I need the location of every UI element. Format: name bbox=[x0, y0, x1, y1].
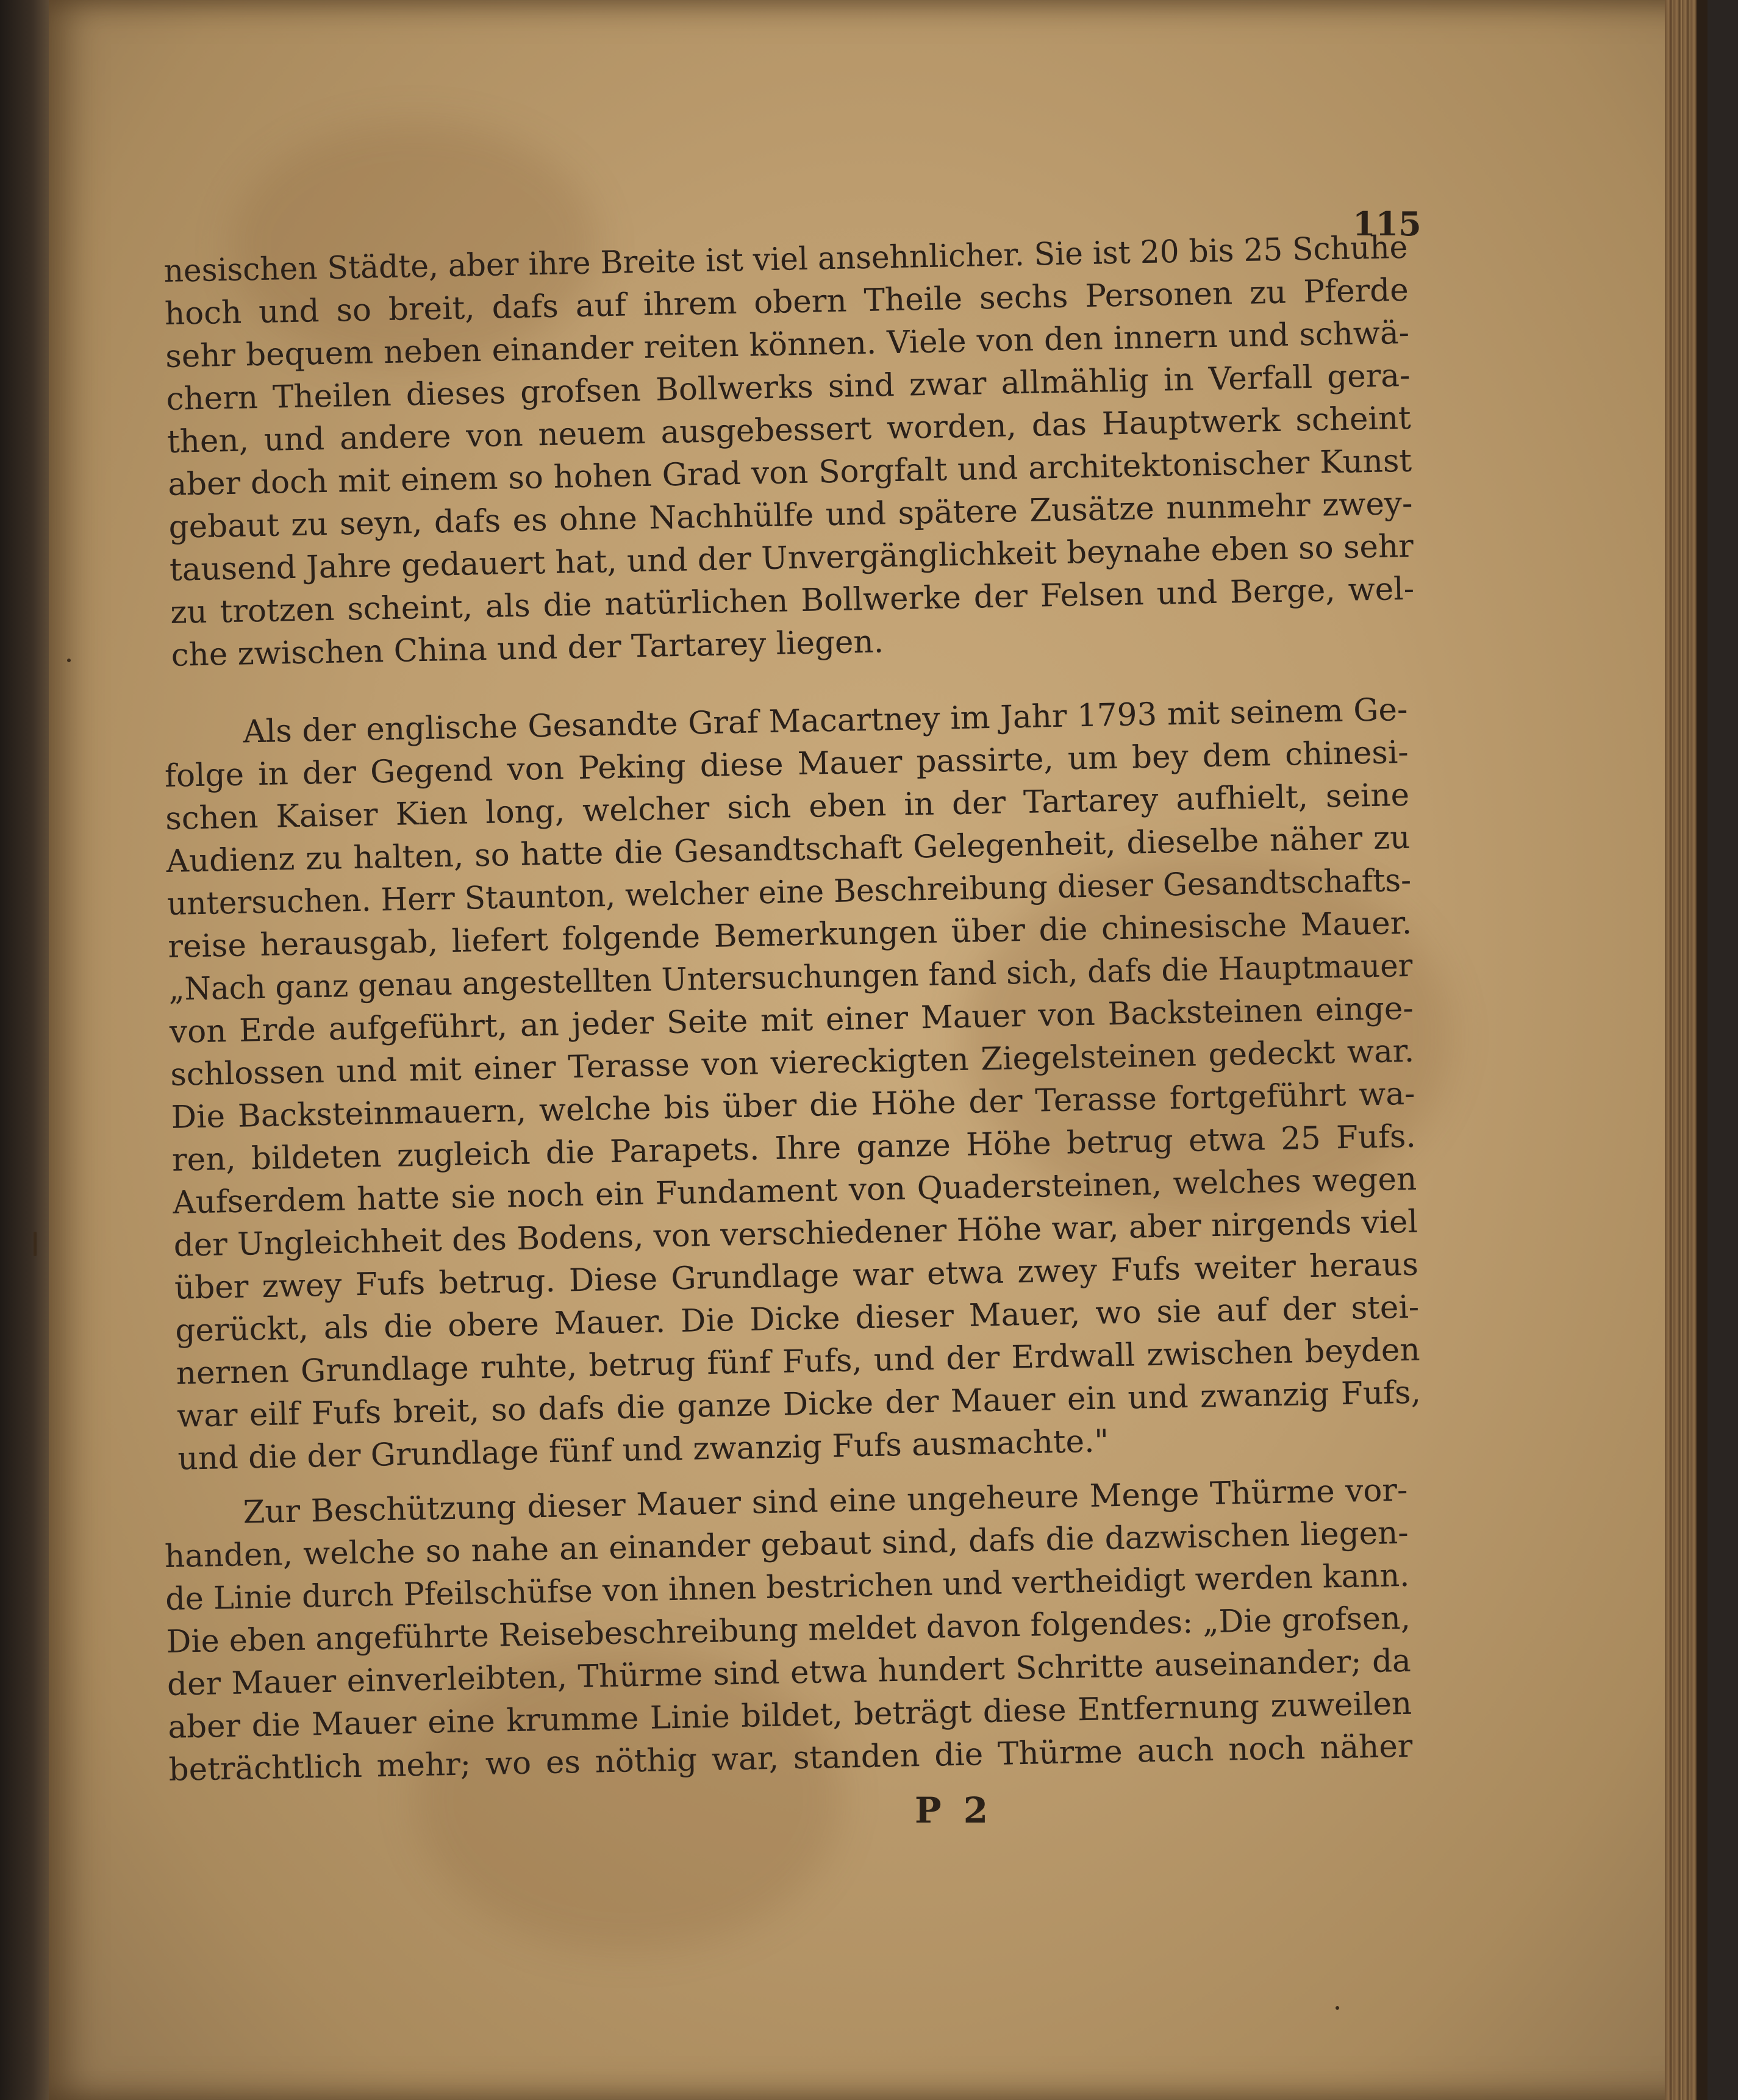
text-line: und die der Grundlage fünf und zwanzig Fufs ausmachte." bbox=[177, 1423, 1109, 1477]
text-line: then, und andere von neuem ausgebessert worden, das Hauptwerk scheint bbox=[166, 399, 1412, 460]
text-line: war eilf Fufs breit, so dafs die ganze Dicke der Mauer ein und zwanzig Fufs, bbox=[176, 1374, 1422, 1435]
text-line: aber doch mit einem so hohen Grad von Sorgfalt und architektonischer Kunst bbox=[167, 442, 1412, 503]
text-line: von Erde aufgeführt, an jeder Seite mit einer Mauer von Backsteinen einge- bbox=[169, 990, 1414, 1051]
text-line: Die Backsteinmauern, welche bis über die Höhe der Terasse fortgeführt wa- bbox=[171, 1075, 1415, 1136]
page-number: 115 bbox=[1353, 204, 1422, 243]
paragraph-2 bbox=[163, 688, 1422, 1480]
signature-mark: P 2 bbox=[915, 1790, 993, 1831]
text-line: aber die Mauer eine krumme Linie bildet, beträgt diese Entfernung zuweilen bbox=[167, 1685, 1412, 1746]
text-line: nesischen Städte, aber ihre Breite ist viel ansehnlicher. Sie ist 20 bis 25 Schuhe bbox=[163, 229, 1408, 290]
text-line: hoch und so breit, dafs auf ihrem obern Theile sechs Personen zu Pferde bbox=[164, 271, 1409, 332]
text-line: gebaut zu seyn, dafs es ohne Nachhülfe und spätere Zusätze nunmehr zwey- bbox=[168, 485, 1413, 546]
text-line: Audienz zu halten, so hatte die Gesandtschaft Gelegenheit, dieselbe näher zu bbox=[166, 819, 1411, 880]
ink-speck bbox=[67, 659, 71, 662]
text-line: sehr bequem neben einander reiten können. Viele von den innern und schwä- bbox=[165, 314, 1410, 375]
text-line: über zwey Fufs betrug. Diese Grundlage war etwa zwey Fufs weiter heraus bbox=[174, 1246, 1419, 1307]
text-line: Die eben angeführte Reisebeschreibung meldet davon folgendes: „Die grofsen, bbox=[166, 1599, 1411, 1660]
text-line: tausend Jahre gedauert hat, und der Unvergänglichkeit beynahe eben so sehr bbox=[169, 527, 1414, 588]
text-line: schlossen und mit einer Terasse von viereckigten Ziegelsteinen gedeckt war. bbox=[170, 1032, 1415, 1093]
text-line: schen Kaiser Kien long, welcher sich eben in der Tartarey aufhielt, seine bbox=[165, 776, 1410, 837]
text-line: nernen Grundlage ruhte, betrug fünf Fufs, und der Erdwall zwischen beyden bbox=[176, 1331, 1421, 1392]
ink-speck bbox=[1336, 2006, 1339, 2010]
text-line: ren, bildeten zugleich die Parapets. Ihre ganze Höhe betrug etwa 25 Fufs. bbox=[171, 1118, 1417, 1179]
text-line: chern Theilen dieses grofsen Bollwerks sind zwar allmählig in Verfall gera- bbox=[166, 357, 1411, 418]
ink-speck bbox=[34, 1232, 37, 1256]
text-line: de Linie durch Pfeilschüfse von ihnen bestrichen und vertheidigt werden kann. bbox=[165, 1557, 1410, 1618]
text-line: zu trotzen scheint, als die natürlichen Bollwerke der Felsen und Berge, wel- bbox=[170, 570, 1415, 631]
text-line: der Mauer einverleibten, Thürme sind etwa hundert Schritte auseinander; da bbox=[166, 1642, 1412, 1703]
text-line: handen, welche so nahe an einander gebaut sind, dafs die dazwischen liegen- bbox=[164, 1514, 1409, 1575]
paragraph-1 bbox=[163, 226, 1415, 677]
text-line: „Nach ganz genau angestellten Untersuchungen fand sich, dafs die Hauptmauer bbox=[168, 947, 1413, 1008]
page-edge-shadow bbox=[1697, 0, 1708, 2100]
text-line: Zur Beschützung dieser Mauer sind eine ungeheure Menge Thürme vor- bbox=[243, 1471, 1408, 1531]
paragraph-3 bbox=[163, 1469, 1413, 1791]
text-line: folge in der Gegend von Peking diese Mauer passirte, um bey dem chinesi- bbox=[164, 734, 1409, 795]
text-line: gerückt, als die obere Mauer. Die Dicke dieser Mauer, wo sie auf der stei- bbox=[174, 1288, 1420, 1349]
text-line: der Ungleichheit des Bodens, von verschiedener Höhe war, aber nirgends viel bbox=[173, 1203, 1418, 1264]
text-line: beträchtlich mehr; wo es nöthig war, standen die Thürme auch noch näher bbox=[168, 1727, 1413, 1788]
text-line: Als der englische Gesandte Graf Macartney im Jahr 1793 mit seinem Ge- bbox=[243, 691, 1408, 751]
text-line: Aufserdem hatte sie noch ein Fundament von Quadersteinen, welches wegen bbox=[172, 1160, 1417, 1221]
text-line: reise herausgab, liefert folgende Bemerkungen über die chinesische Mauer. bbox=[167, 904, 1412, 965]
text-line: che zwischen China und der Tartarey liegen. bbox=[171, 623, 884, 674]
text-line: untersuchen. Herr Staunton, welcher eine Beschreibung dieser Gesandtschafts- bbox=[166, 862, 1412, 923]
